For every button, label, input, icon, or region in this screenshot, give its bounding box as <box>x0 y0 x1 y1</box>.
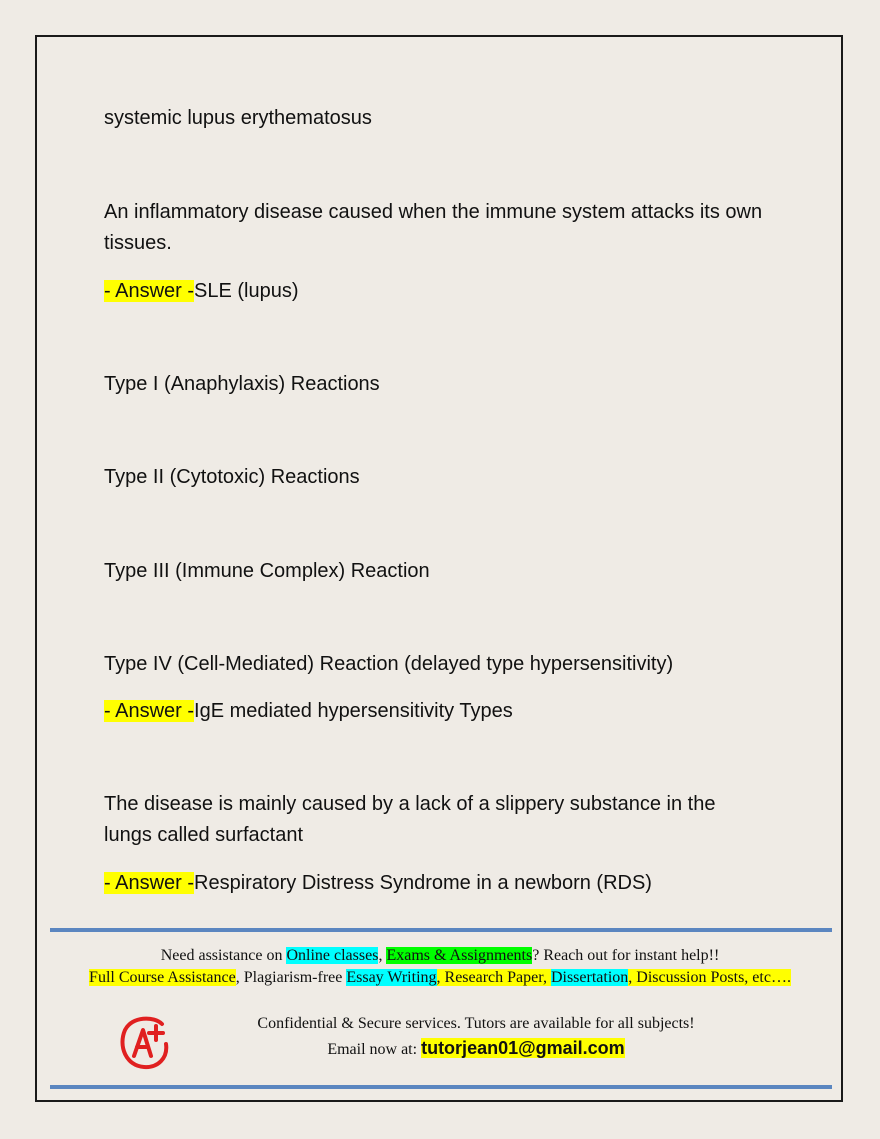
answer-text: Respiratory Distress Syndrome in a newborn (RDS) <box>194 872 652 894</box>
answer-text: IgE mediated hypersensitivity Types <box>194 700 513 722</box>
footer-line-3: Confidential & Secure services. Tutors are available for all subjects! <box>257 1015 695 1032</box>
footer-line-2 <box>36 967 844 989</box>
dissertation-highlight: Dissertation <box>550 969 629 986</box>
online-classes-highlight: Online classes <box>286 947 379 964</box>
question-item: Type II (Cytotoxic) Reactions <box>104 466 360 488</box>
footer-divider-top <box>50 928 832 932</box>
answer-line <box>104 696 513 727</box>
question-title: systemic lupus erythematosus <box>104 107 372 129</box>
footer-text: ? Reach out for instant help!! <box>532 947 720 964</box>
footer-text: , <box>378 947 387 964</box>
answer-prefix: - Answer - <box>104 700 195 722</box>
answer-prefix: - Answer - <box>104 280 195 302</box>
footer-divider-bottom <box>50 1085 832 1089</box>
answer-line <box>104 868 652 899</box>
question-text: The disease is mainly caused by a lack of a slippery substance in the lungs called surfactant <box>104 793 716 846</box>
exams-highlight: Exams & Assignments <box>386 947 533 964</box>
question-text: An inflammatory disease caused when the immune system attacks its own tissues. <box>104 201 763 254</box>
question-item: Type I (Anaphylaxis) Reactions <box>104 373 380 395</box>
answer-prefix: - Answer - <box>104 872 195 894</box>
email-link[interactable]: tutorjean01@gmail.com <box>421 1038 625 1058</box>
footer-text: , Plagiarism-free <box>235 969 347 986</box>
answer-line <box>104 276 299 307</box>
discussion-posts-highlight: Discussion Posts, etc…. <box>636 969 791 986</box>
email-label: Email now at: <box>327 1041 422 1058</box>
question-item: Type IV (Cell-Mediated) Reaction (delayed type hypersensitivity) <box>104 653 674 675</box>
footer-text: Need assistance on <box>160 947 287 964</box>
footer-text: , <box>436 969 445 986</box>
footer-line-1 <box>36 945 844 967</box>
question-item: Type III (Immune Complex) Reaction <box>104 560 430 582</box>
answer-text: SLE (lupus) <box>194 280 299 302</box>
footer-text: , <box>628 969 637 986</box>
essay-writing-highlight: Essay Writing <box>346 969 437 986</box>
research-paper-highlight: Research Paper, <box>444 969 551 986</box>
full-course-highlight: Full Course Assistance <box>89 969 236 986</box>
footer-line-4 <box>72 1037 880 1061</box>
